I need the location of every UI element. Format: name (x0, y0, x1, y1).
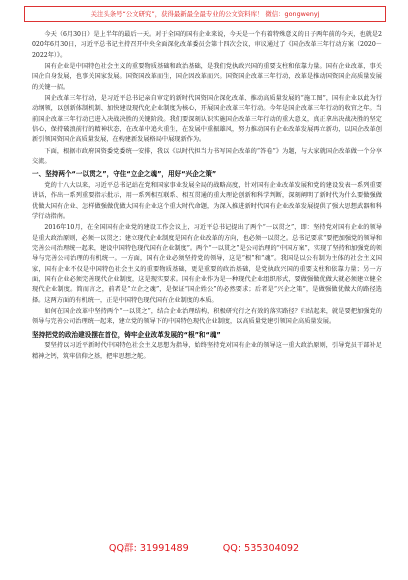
paragraph-8: 要坚持以习近平新时代中国特色社会主义思想为指导，始终坚持党对国有企业的领导这一重大政治原则，引导党员干部补足精神之钙，筑牢信仰之基，把牢思想之舵。 (32, 342, 382, 360)
section-heading-1: 一、坚持两个“一以贯之”，守住“立企之魂”，用好“兴企之策” (32, 170, 217, 179)
banner-text: 关注头条号“公文研究”，获得最新最全最专业的公文资料库！ 微信：gongwenyj (90, 10, 320, 18)
footer-contact (0, 541, 408, 557)
footer-qq: QQ: 535304092 (222, 543, 300, 554)
paragraph-4: 下面，根据市政府国资委党委统一安排，我以《以时代担当力书写国企改革的“答卷”》为题，与大家就国企改革做一个分享交流。 (32, 147, 382, 166)
paragraph-6: 2016年10月，在全国国有企业党的建设工作会议上，习近平总书记提出了两个“一以贯之”，即：坚持党对国有企业的领导是重大政治原则，必须一以贯之；建立现代企业制度是国有企业改革的方向，也必须一以贯之。总书记要求“要把加强党的领导和完善公司治理统一起来，建设中国特色现代国有企业制度”。两个“一以贯之”是公司治理的“中国方案”，实现了坚持和加强党的领导与完善公司治理的有机统一。一方面，国有企业必须坚持党的领导，这是“根”和“魂”。我国是以公有制为主体的社会主义国家，国有企业不仅是中国特色社会主义的重要物质基础，更是重要的政治基础，是党执政兴国的重要支柱和依靠力量；另一方面，国有企业必须完善现代企业制度，这是现实要求。国有企业作为是一种现代企业组织形式，要做强做优做大就必须建立健全现代企业制度。简而言之，前者是“立企之魂”，是保证“国企姓公”的必然要求；后者是“兴企之策”，是做强做优做大的路径选择。这两方面的有机统一，正是中国特色现代国有企业制度的本质。 (32, 224, 382, 304)
paragraph-7: 如何在国企改革中坚持两个“一以贯之”，结合企业治理结构，积极研究行之有效的落实路径？归结起来，就是要把加强党的领导与完善公司治理统一起来，建立党的领导下的中国特色现代企业制度，以高质量党建引领国企高质量发展。 (32, 308, 382, 326)
paragraph-2: 国有企业是中国特色社会主义的重要物质基础和政治基础，是我们党执政兴国的重要支柱和依靠力量。国有企业改革，事关国企自身发展，也事关国家发展。国资国改革而生，国企因改革而兴。国资国企改革三年行动，改革是推动国资国企高质量发展的关键一招。 (32, 63, 382, 91)
paragraph-1: 今天（6月30日）是上半年的最后一天。对于全国的国有企业来说，今天是一个有着特殊意义的日子两年前的今天，也就是2020年6月30日，习近平总书记主持召开中央全面深化改革委员会第十四次会议，审议通过了《国企改革三年行动方案（2020－2022年）》。 (32, 31, 382, 59)
paragraph-5: 党的十八大以来，习近平总书记站在党和国家事业发展全局的战略高度，针对国有企业改革发展和党的建设发表一系列重要讲话，作出一系列重要指示批示，用一系列相互联系、相互贯通的重大理论创新和科学判断，深刻阐明了新时代为什么要做强做优做大国有企业、怎样做强做优做大国有企业这个重大时代命题，为深入推进新时代国有企业改革发展提供了强大思想武器和科学行动指南。 (32, 181, 382, 220)
paragraph-3: 国企改革三年行动，是习近平总书记亲自审定的新时代国资国企深化改革、推动高质量发展的“施工图”，国有企业以此为行动纲领，以创新体制机制、加快建设现代化企业制度为核心，开展国企改革三年行动。今年是国企改革三年行动的收官之年。当前国企改革三年行动已进入决战决胜的关键阶段。我们要深刻认识实施国企改革三年行动的重大意义，真正拿出决战决胜的坚定信心，保持破浪前行的精神状态，在改革中追火重生，在发展中重振雄风，努力推动国有企业改革发展再立新功，以国企改革创新引领国资国企高质量发展，在构建新发展格局中展现新作为。 (32, 95, 382, 144)
section-heading-2: 坚持把党的政治建设摆在首位，铸牢企业改革发展的“根”和“魂” (32, 330, 221, 339)
top-banner (24, 6, 386, 22)
document-body (32, 30, 382, 535)
footer-qq-group: QQ群: 31991489 (108, 543, 189, 554)
